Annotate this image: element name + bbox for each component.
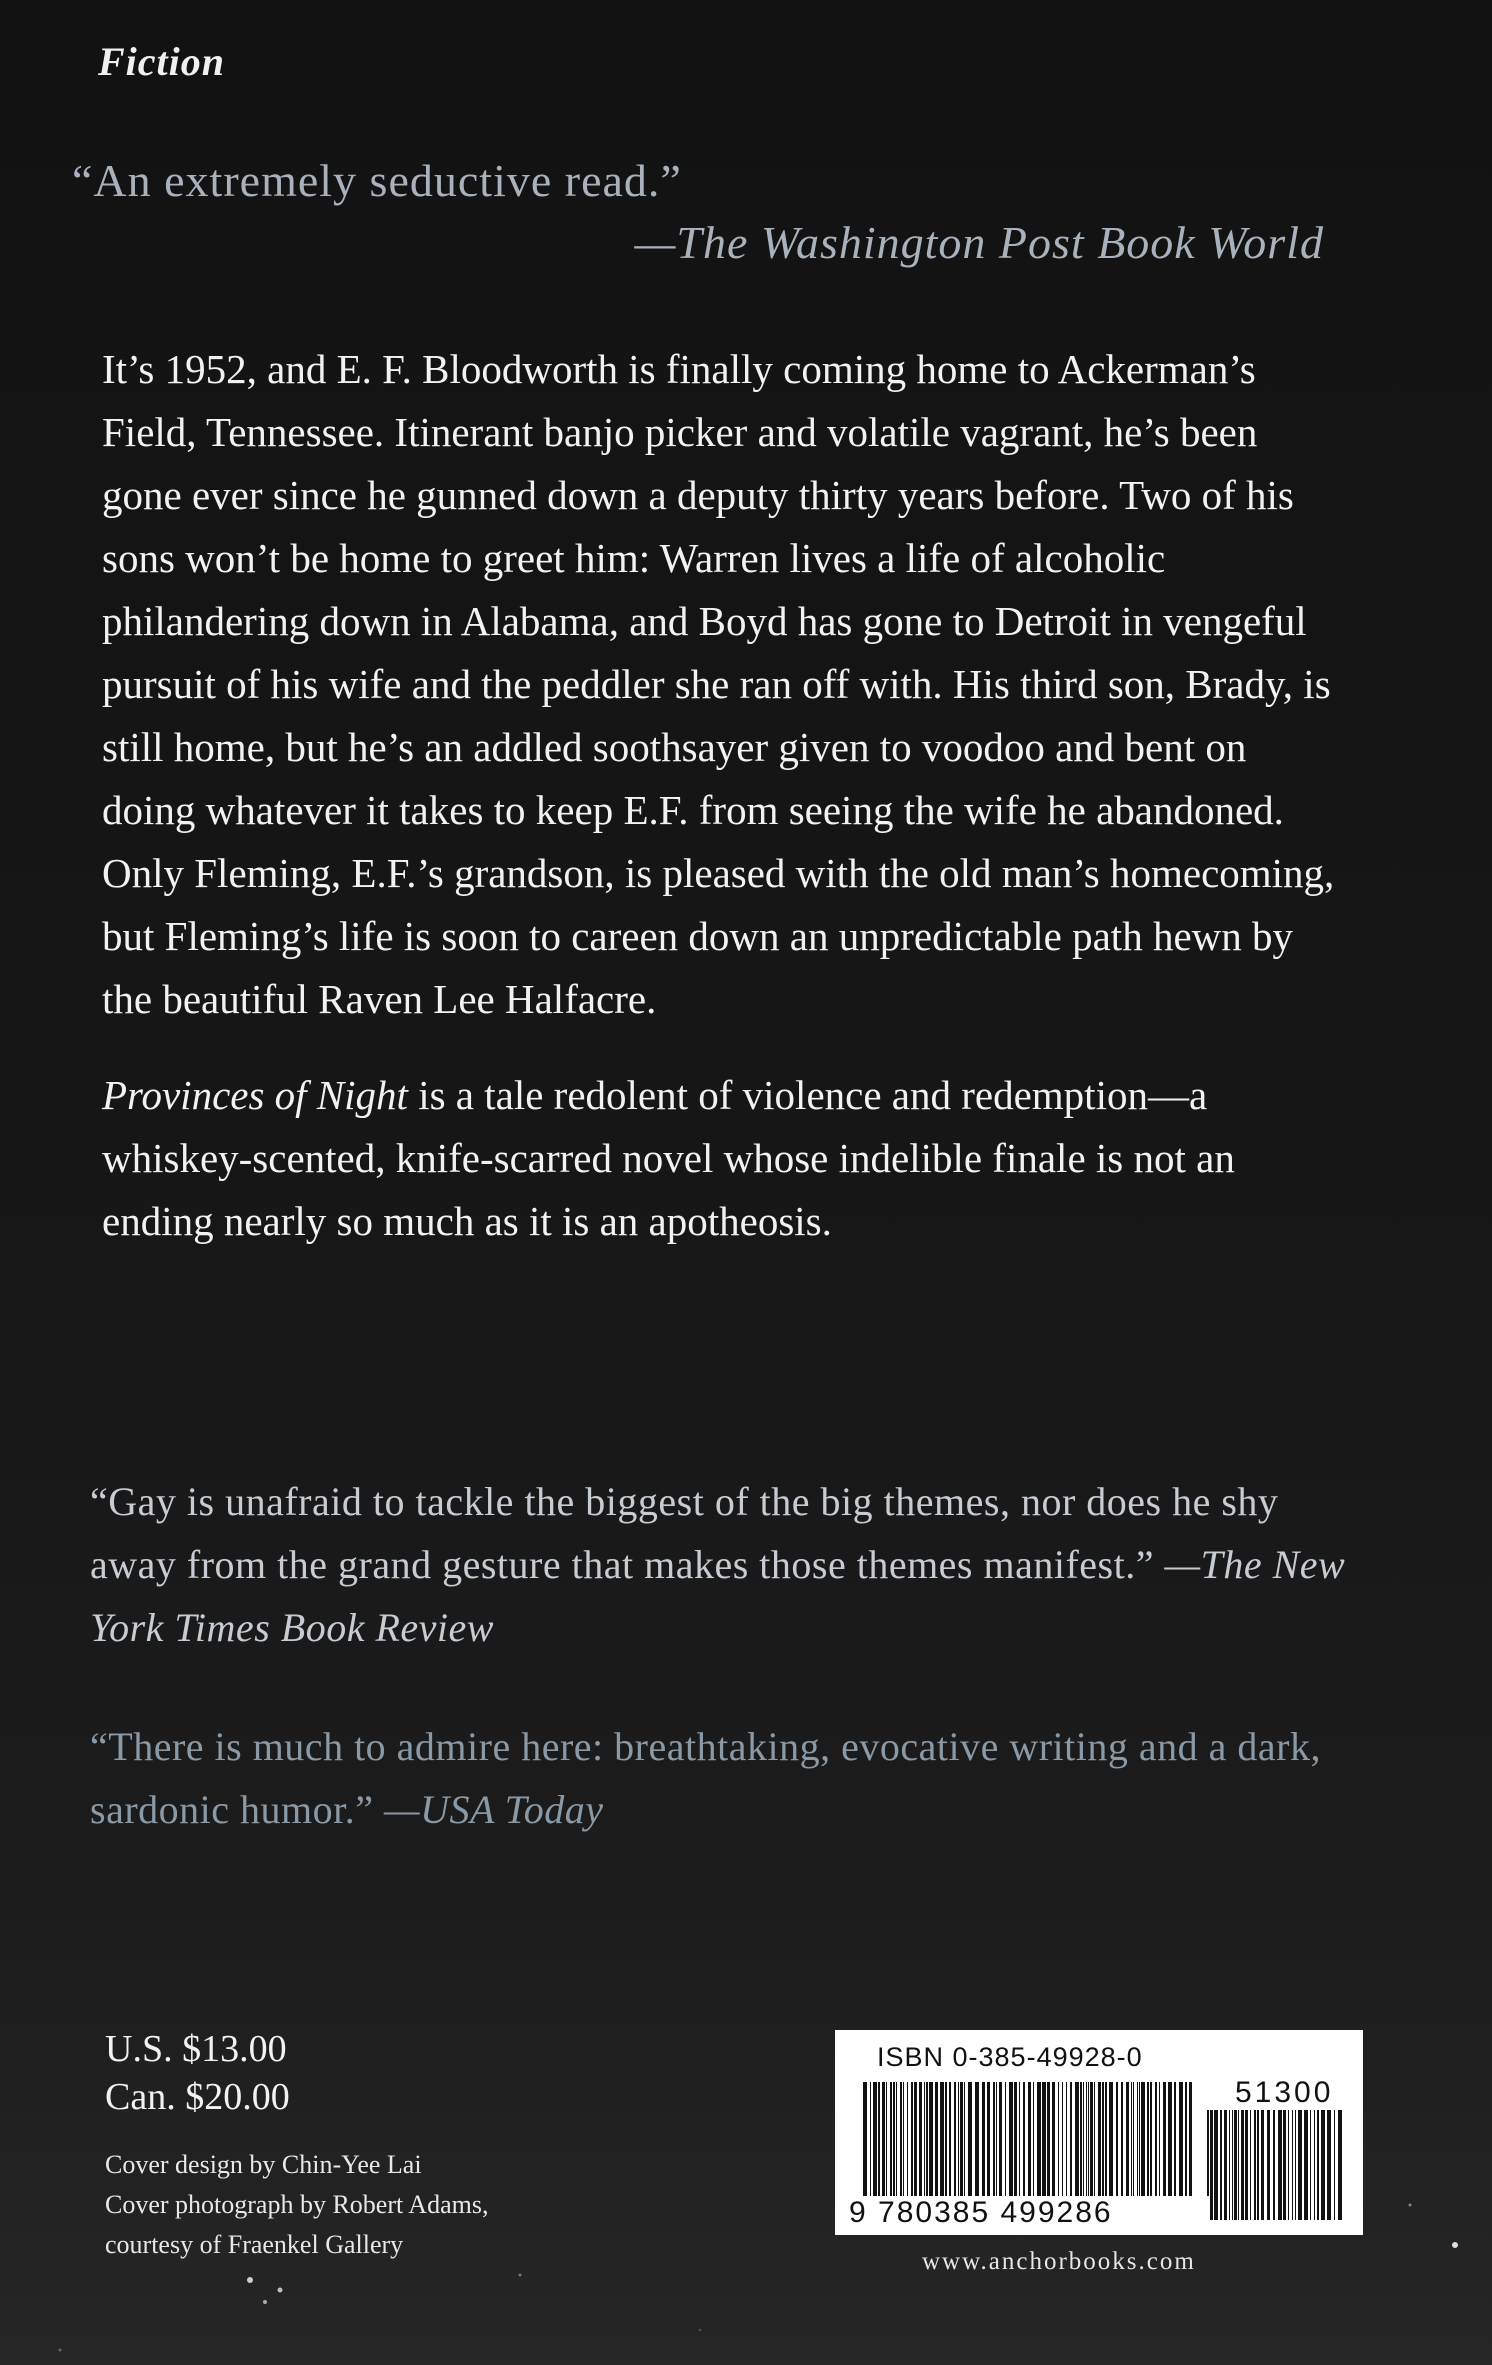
synopsis-paragraph-1: It’s 1952, and E. F. Bloodworth is finally coming home to Ackerman’s Field, Tennessee. Itinerant banjo picker and volatile vagrant, he’s been gone ever since he gunned down a deputy thirty years before. Two of his sons won’t be home to greet him: Warren lives a life of alcoholic philandering down in Alabama, and Boyd has gone to Detroit in vengeful pursuit of his wife and the peddler she ran off with. His third son, Brady, is still home, but he’s an addled soothsayer given to voodoo and bent on doing whatever it takes to keep E.F. from seeing the wife he abandoned. Only Fleming, E.F.’s grandson, is pleased with the old man’s homecoming, but Fleming’s life is soon to careen down an unpredictable path hewn by the beautiful Raven Lee Halfacre. — [102, 346, 1335, 1022]
barcode-bar — [1278, 2110, 1282, 2220]
barcode-bar — [1321, 2110, 1325, 2220]
barcode-bar — [958, 2082, 959, 2210]
barcode-bar — [1037, 2082, 1041, 2210]
review-quote-mid-text: “Gay is unafraid to tackle the biggest of the big themes, nor does he shy away from the grand gesture that makes those themes manifest.” — [90, 1479, 1279, 1587]
barcode-bar — [1295, 2110, 1296, 2220]
barcode-bar — [987, 2082, 990, 2210]
publisher-website: www.anchorbooks.com — [922, 2248, 1196, 2275]
barcode-bar — [1014, 2082, 1017, 2210]
barcode-bar — [1090, 2082, 1093, 2210]
barcode-bar — [1141, 2082, 1145, 2210]
barcode-bar — [1238, 2110, 1239, 2220]
barcode-bar — [1250, 2110, 1251, 2220]
barcode-bar — [1245, 2110, 1248, 2220]
barcode-bar — [1229, 2110, 1230, 2220]
barcode-bar — [1220, 2110, 1222, 2220]
barcode-bar — [1159, 2082, 1160, 2210]
barcode-bar — [935, 2082, 938, 2210]
barcode-bar — [1155, 2082, 1157, 2210]
barcode-bar — [1121, 2082, 1123, 2210]
review-quote-mid — [90, 1470, 1350, 1659]
addon-barcode-icon — [1207, 2110, 1347, 2220]
barcode-bar — [949, 2082, 951, 2210]
barcode-bar — [1088, 2082, 1089, 2210]
barcode-bar — [1147, 2082, 1149, 2210]
barcode-bar — [914, 2082, 917, 2210]
barcode-bar — [1314, 2110, 1315, 2220]
credit-photo: Cover photograph by Robert Adams, — [105, 2190, 489, 2219]
credit-courtesy: courtesy of Fraenkel Gallery — [105, 2230, 404, 2259]
barcode-bar — [1139, 2082, 1140, 2210]
barcode-bar — [1288, 2110, 1289, 2220]
barcode-bar — [870, 2082, 871, 2210]
barcode-bar — [1273, 2110, 1275, 2220]
barcode-bar — [1163, 2082, 1166, 2210]
barcode-bar — [982, 2082, 985, 2210]
barcode-bar — [893, 2082, 895, 2210]
barcode-bar — [907, 2082, 908, 2210]
barcode-bar — [1105, 2082, 1107, 2210]
barcode-bar — [1254, 2110, 1256, 2220]
barcode-bar — [1137, 2082, 1138, 2210]
barcode-bar — [1005, 2082, 1006, 2210]
barcode-bar — [1338, 2110, 1342, 2220]
barcode-bar — [1174, 2082, 1176, 2210]
barcode-bar — [968, 2082, 972, 2210]
genre-label: Fiction — [98, 39, 226, 84]
barcode-bar — [1126, 2082, 1129, 2210]
barcode-bar — [1094, 2082, 1095, 2210]
barcode-bar — [1062, 2082, 1063, 2210]
synopsis-paragraph-2-text: is a tale redolent of violence and redemption—a whiskey-scented, knife-scarred novel whose indelible finale is not an ending nearly so much as it is an apotheosis. — [102, 1072, 1235, 1244]
book-title: Provinces of Night — [102, 1072, 408, 1118]
barcode-bar — [954, 2082, 956, 2210]
barcode-bar — [1058, 2082, 1059, 2210]
barcode-bar — [1070, 2082, 1072, 2210]
price-block — [105, 2025, 290, 2121]
barcode-bar — [1042, 2082, 1046, 2210]
barcode-bar — [896, 2082, 897, 2210]
ean-digits: 9 780385 499286 — [845, 2196, 1209, 2230]
addon-digits: 51300 — [1235, 2076, 1334, 2109]
barcode-bar — [863, 2082, 867, 2210]
barcode-bar — [1292, 2110, 1293, 2220]
barcode-bar — [999, 2082, 1002, 2210]
barcode-bar — [1257, 2110, 1259, 2220]
barcode-bar — [1310, 2110, 1311, 2220]
barcode-bar — [886, 2082, 887, 2210]
barcode-bar — [1317, 2110, 1319, 2220]
barcode-bar — [1047, 2082, 1050, 2210]
barcode-bar — [1066, 2082, 1067, 2210]
review-quote-low-source: —USA Today — [384, 1787, 604, 1832]
barcode-bar — [1327, 2110, 1331, 2220]
barcode-bar — [900, 2082, 902, 2210]
barcode-bar — [924, 2082, 925, 2210]
review-quote-mid-source: —The New York Times Book Review — [90, 1542, 1346, 1650]
barcode-bar — [1224, 2110, 1227, 2220]
barcode-bar — [1168, 2082, 1172, 2210]
barcode-bar — [911, 2082, 913, 2210]
barcode-bar — [1086, 2082, 1087, 2210]
review-quote-low-text: “There is much to admire here: breathtaking, evocative writing and a dark, sardonic humor.” — [90, 1724, 1321, 1832]
barcode-bar — [926, 2082, 928, 2210]
barcode-bar — [1214, 2110, 1218, 2220]
barcode-bar — [964, 2082, 965, 2210]
barcode-bar — [1267, 2110, 1270, 2220]
barcode-bar — [1075, 2082, 1079, 2210]
barcode-bar — [1298, 2110, 1302, 2220]
price-us: U.S. $13.00 — [105, 2028, 287, 2070]
barcode-bar — [1102, 2082, 1104, 2210]
barcode-bar — [1189, 2082, 1192, 2210]
barcode-bar — [1109, 2082, 1113, 2210]
review-quote-top-text: “An extremely seductive read.” — [72, 155, 682, 206]
barcode-bar — [1304, 2110, 1308, 2220]
barcode-bar — [1210, 2110, 1213, 2220]
barcode-bar — [1133, 2082, 1134, 2210]
barcode-bar — [1033, 2082, 1034, 2210]
barcode-bar — [878, 2082, 880, 2210]
barcode-bar — [1009, 2082, 1013, 2210]
barcode-bar — [1023, 2082, 1025, 2210]
barcode-bar — [996, 2082, 997, 2210]
barcode-bar — [1185, 2082, 1187, 2210]
barcode-bar — [882, 2082, 885, 2210]
barcode-bar — [919, 2082, 922, 2210]
isbn-label: ISBN 0-385-49928-0 — [877, 2042, 1143, 2072]
barcode-bar — [903, 2082, 904, 2210]
barcode-bar — [1232, 2110, 1233, 2220]
barcode-bar — [1334, 2110, 1335, 2220]
barcode-bar — [1179, 2082, 1183, 2210]
synopsis — [102, 338, 1342, 1253]
review-quote-low — [90, 1715, 1350, 1841]
barcode-panel — [835, 2030, 1363, 2235]
barcode-bar — [1019, 2082, 1020, 2210]
barcode-bar — [1241, 2110, 1244, 2220]
ean-barcode-icon — [863, 2082, 1193, 2210]
barcode-bar — [993, 2082, 995, 2210]
price-canada: Can. $20.00 — [105, 2076, 290, 2118]
barcode-bar — [1261, 2110, 1264, 2220]
barcode-bar — [1080, 2082, 1082, 2210]
barcode-bar — [1098, 2082, 1101, 2210]
barcode-bar — [1283, 2110, 1286, 2220]
barcode-bar — [929, 2082, 933, 2210]
review-quote-top-source: —The Washington Post Book World — [634, 217, 1324, 268]
barcode-bar — [940, 2082, 944, 2210]
credit-design: Cover design by Chin-Yee Lai — [105, 2150, 422, 2179]
barcode-bar — [975, 2082, 979, 2210]
review-quote-top — [72, 150, 1332, 274]
barcode-bar — [873, 2082, 877, 2210]
synopsis-paragraph-2 — [102, 1064, 1342, 1253]
barcode-bar — [890, 2082, 892, 2210]
barcode-bar — [1234, 2110, 1237, 2220]
barcode-bar — [1083, 2082, 1084, 2210]
barcode-bar — [1028, 2082, 1031, 2210]
barcode-bar — [1116, 2082, 1118, 2210]
barcode-bar — [945, 2082, 947, 2210]
barcode-bar — [1150, 2082, 1152, 2210]
barcode-bar — [960, 2082, 963, 2210]
barcode-bar — [1052, 2082, 1055, 2210]
cover-credits — [105, 2145, 488, 2265]
barcode-bar — [1131, 2082, 1132, 2210]
